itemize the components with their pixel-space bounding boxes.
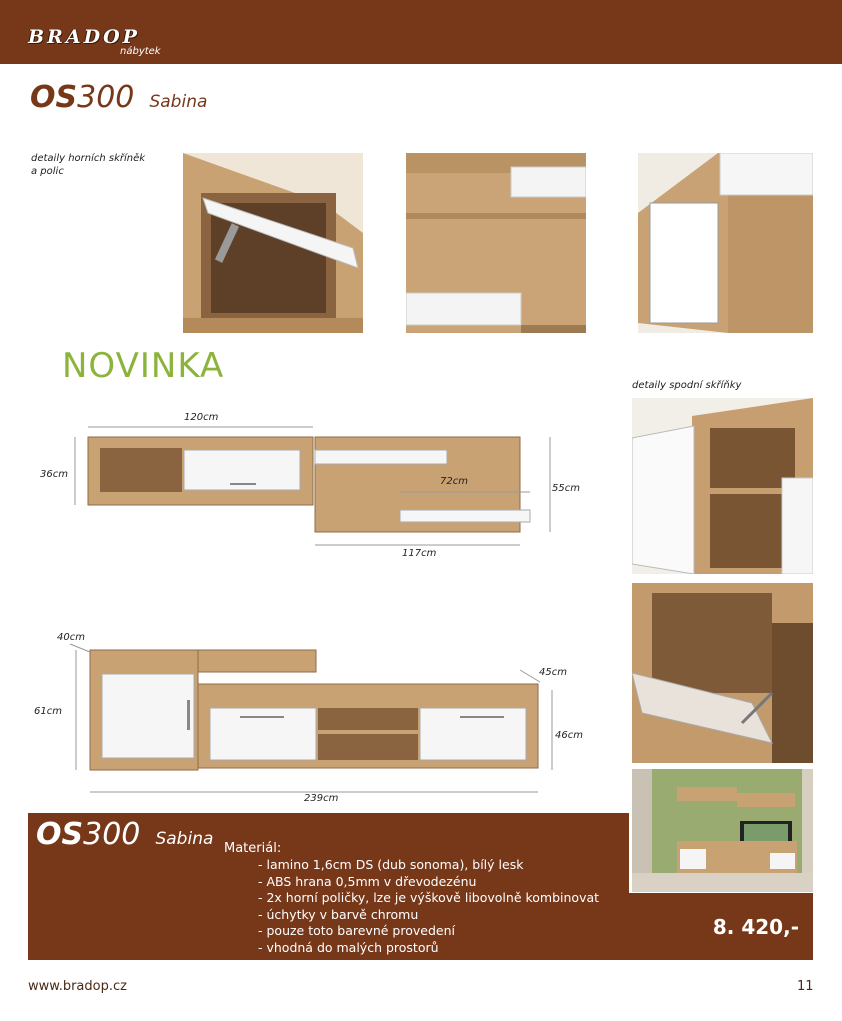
dim-depth: 45cm [539, 667, 567, 678]
list-item: - úchytky v barvě chromu [258, 907, 599, 924]
product-title [36, 817, 213, 852]
lower-details-caption: detaily spodní skříňky [632, 380, 742, 391]
page-title [30, 80, 207, 115]
list-item: - 2x horní poličky, lze je výškově libovolně kombinovat [258, 890, 599, 907]
dim-height-left: 36cm [40, 469, 68, 480]
dim-height-right: 55cm [552, 483, 580, 494]
list-item: - ABS hrana 0,5mm v dřevodezénu [258, 874, 599, 891]
dim-width-right: 117cm [402, 548, 437, 559]
page-number: 11 [797, 979, 814, 994]
photo-lower-flap [632, 583, 813, 763]
logo-subtitle: nábytek [120, 46, 161, 57]
material-list [258, 857, 599, 956]
logo-text: BRADOP [28, 26, 140, 48]
photo-lower-cabinet [632, 398, 813, 574]
list-item: - lamino 1,6cm DS (dub sonoma), bílý lesk [258, 857, 599, 874]
dim-width-total: 239cm [304, 793, 339, 804]
dim-inner: 72cm [440, 476, 468, 487]
product-code: OS300 [30, 80, 135, 115]
product-code-bottom: OS300 [36, 817, 141, 852]
photo-upper-shelves [406, 153, 586, 333]
dim-height-low: 46cm [555, 730, 583, 741]
novinka-label: NOVINKA [62, 346, 225, 386]
photo-upper-cabinet [638, 153, 813, 333]
material-label: Materiál: [224, 841, 282, 856]
brand-logo[interactable] [28, 26, 161, 57]
list-item: - vhodná do malých prostorů [258, 940, 599, 957]
dim-height-total: 61cm [34, 706, 62, 717]
price-panel [629, 893, 813, 960]
header-bar [0, 0, 842, 64]
price: 8. 420,- [712, 915, 799, 939]
photo-room-scene [632, 769, 813, 892]
product-name: Sabina [149, 92, 208, 112]
drawing-upper-units [70, 410, 590, 560]
list-item: - pouze toto barevné provedení [258, 923, 599, 940]
drawing-lower-unit [40, 630, 600, 810]
dim-depth-top: 40cm [57, 632, 85, 643]
product-name-bottom: Sabina [155, 829, 214, 849]
product-info-panel [28, 813, 629, 960]
upper-details-caption: detaily horních skříněk a polic [31, 153, 146, 177]
photo-upper-flap [183, 153, 363, 333]
dim-width-left: 120cm [184, 412, 219, 423]
footer-url[interactable]: www.bradop.cz [28, 979, 127, 994]
